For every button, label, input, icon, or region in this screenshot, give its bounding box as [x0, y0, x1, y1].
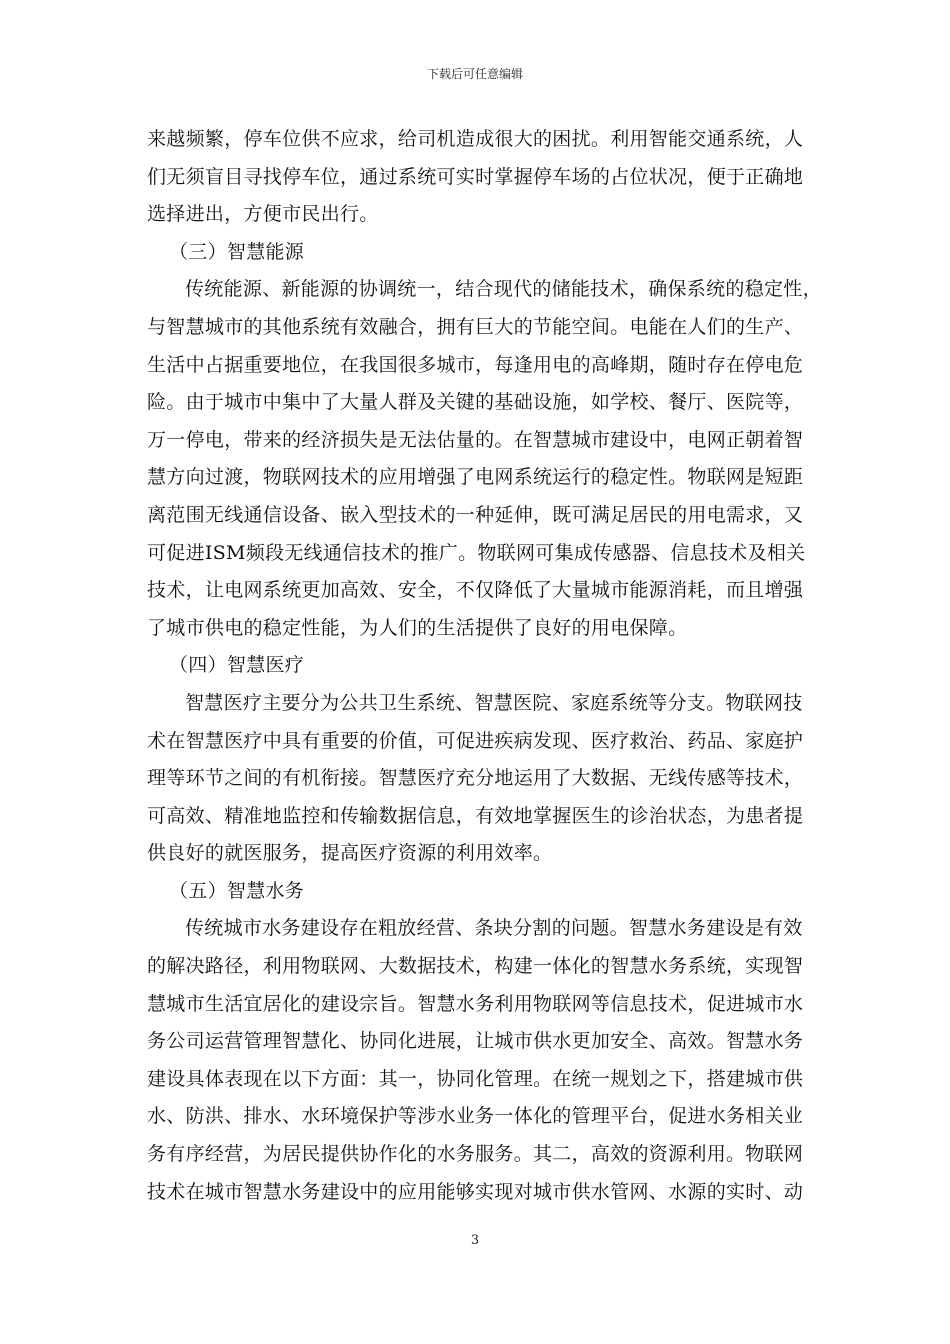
- page-header: 下载后可任意编辑: [426, 67, 523, 81]
- body-line: 了城市供电的稳定性能，为人们的生活提供了良好的用电保障。: [147, 616, 688, 639]
- body-line: 来越频繁，停车位供不应求，给司机造成很大的困扰。利用智能交通系统，人: [147, 128, 804, 150]
- body-line: 万一停电，带来的经济损失是无法估量的。在智慧城市建设中，电网正朝着智: [147, 428, 804, 451]
- body-line: 技术，让电网系统更加高效、安全，不仅降低了大量城市能源消耗，而且增强: [147, 579, 804, 602]
- body-line: 务公司运营管理智慧化、协同化进展，让城市供水更加安全、高效。智慧水务: [147, 1030, 804, 1053]
- body-line: 建设具体表现在以下方面：其一，协同化管理。在统一规划之下，搭建城市供: [147, 1067, 804, 1090]
- paragraph-first-line: 传统能源、新能源的协调统一，结合现代的储能技术，确保系统的稳定性，: [185, 278, 822, 301]
- body-line: 离范围无线通信设备、嵌入型技术的一种延伸，既可满足居民的用电需求，又: [147, 503, 804, 526]
- section-heading-smart-energy: （三）智慧能源: [169, 240, 305, 263]
- paragraph-first-line: 传统城市水务建设存在粗放经营、条块分割的问题。智慧水务建设是有效: [185, 917, 803, 940]
- paragraph-first-line: 智慧医疗主要分为公共卫生系统、智慧医院、家庭系统等分支。物联网技: [185, 691, 803, 714]
- body-line: 供良好的就医服务，提高医疗资源的利用效率。: [147, 842, 553, 865]
- body-line: 理等环节之间的有机衔接。智慧医疗充分地运用了大数据、无线传感等技术，: [147, 767, 804, 790]
- body-line: 生活中占据重要地位，在我国很多城市，每逢用电的高峰期，随时存在停电危: [147, 353, 804, 376]
- body-line: 们无须盲目寻找停车位，通过系统可实时掌握停车场的占位状况，便于正确地: [147, 165, 804, 188]
- body-line: 选择进出，方便市民出行。: [147, 203, 379, 226]
- page-number: 3: [470, 1233, 480, 1248]
- body-line: 险。由于城市中集中了大量人群及关键的基础设施，如学校、餐厅、医院等，: [147, 391, 804, 414]
- body-line: 可高效、精准地监控和传输数据信息，有效地掌握医生的诊治状态，为患者提: [147, 804, 804, 827]
- body-line: 的解决路径，利用物联网、大数据技术，构建一体化的智慧水务系统，实现智: [147, 955, 804, 978]
- body-line: 水、防洪、排水、水环境保护等涉水业务一体化的管理平台，促进水务相关业: [147, 1105, 804, 1128]
- body-line: 慧城市生活宜居化的建设宗旨。智慧水务利用物联网等信息技术，促进城市水: [147, 992, 804, 1015]
- body-line: 务有序经营，为居民提供协作化的水务服务。其二，高效的资源利用。物联网: [147, 1143, 804, 1166]
- body-line: 术在智慧医疗中具有重要的价值，可促进疾病发现、医疗救治、药品、家庭护: [147, 729, 804, 752]
- body-line: 可促进ISM频段无线通信技术的推广。物联网可集成传感器、信息技术及相关: [147, 541, 806, 564]
- document-body: [147, 121, 822, 1211]
- body-line: 与智慧城市的其他系统有效融合，拥有巨大的节能空间。电能在人们的生产、: [147, 315, 804, 338]
- section-heading-smart-healthcare: （四）智慧医疗: [169, 654, 305, 677]
- section-heading-smart-water: （五）智慧水务: [169, 879, 305, 902]
- body-line: 慧方向过渡，物联网技术的应用增强了电网系统运行的稳定性。物联网是短距: [147, 466, 804, 489]
- body-line: 技术在城市智慧水务建设中的应用能够实现对城市供水管网、水源的实时、动: [147, 1180, 804, 1203]
